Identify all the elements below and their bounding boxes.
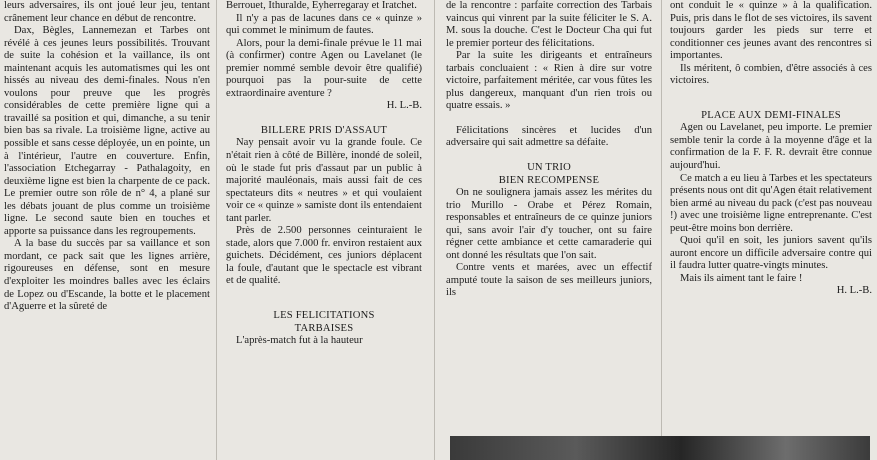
- column-divider: [216, 0, 217, 460]
- section-heading-line: LES FELICITATIONS: [273, 310, 375, 322]
- paragraph: Ce match a eu lieu à Tarbes et les spectateurs présents nous ont dit qu'Agen était relativement bien armé au niveau du pack (c'est pas nouveau !) avec une troisième ligne entreprenante. C'est peut-être moins bon derrière.: [670, 172, 872, 234]
- article-column-3: [446, 0, 652, 460]
- paragraph: Félicitations sincères et lucides d'un adversaire qui sait admettre sa défaite.: [446, 124, 652, 149]
- column-divider: [434, 0, 435, 460]
- paragraph: L'après-match fut à la hauteur: [236, 335, 363, 347]
- spacer: [226, 288, 422, 310]
- section-heading-line: TARBAISES: [294, 322, 354, 334]
- paragraph: Nay pensait avoir vu la grande foule. Ce n'était rien à côté de Billère, inondé de soleil, où le stade fut pris d'assaut par un public à majorité mauléonais, mais aussi fait de ces spectateurs dits « neutres » et qui voulaient voir ce « quinze » samiste dont ils entendaient tant parler.: [226, 137, 422, 224]
- paragraph: de la rencontre : parfaite correction des Tarbais vaincus qui vinrent par la suite féliciter le S. A. M. sous la douche. C'est le Docteur Cha qui fut le premier porteur des félicitations.: [446, 0, 652, 49]
- paragraph: Il n'y a pas de lacunes dans ce « quinze » qui commet le minimum de fautes.: [226, 12, 422, 37]
- paragraph: Alors, pour la demi-finale prévue le 11 mai (à confirmer) contre Agen ou Lavelanet (le premier nommé semble devoir être qualifié) pourquoi pas la pour-suite de cette extraordinaire aventure ?: [226, 37, 422, 99]
- spacer: [446, 150, 652, 162]
- paragraph: Dax, Bègles, Lannemezan et Tarbes ont révélé à ces jeunes leurs possibilités. Trouvant de suite la cohésion et la vaillance, ils ont maintenant acquis les automatismes qui les ont hissés au niveau des demi-finales. Nous n'en voulons pour preuve que les progrès considérables de cette première ligne qui a travaillé sa position et qui, dimanche, a su tenir bien bas sa rivale. La troisième ligne, active au possible et sans cesse déployée, un en pointe, un à l'intérieur, l'autre en couverture. Enfin, l'association Etchegarray - Pathalagoity, en deuxième ligne est bien la charpente de ce pack. Le premier outre son rôle de n° 4, a plané sur les débats jouant de plus comme un troisième ligne. Le second saute bien en touches et apporte sa puissance dans les regroupements.: [4, 25, 210, 237]
- section-heading-line: UN TRIO: [527, 162, 571, 174]
- column-divider: [661, 0, 662, 460]
- paragraph: Berrouet, Ithuralde, Eyherregaray et Iratchet.: [226, 0, 417, 11]
- paragraph: Mais ils aiment tant le faire !: [680, 272, 803, 284]
- paragraph: ont conduit le « quinze » à la qualification. Puis, pris dans le flot de ses victoires, ils savent toujours garder les pieds sur terre et conditionner ces jeunes avant des rencontres si importantes.: [670, 0, 872, 62]
- paragraph: A la base du succès par sa vaillance et son mordant, ce pack sait que les lignes arrière, rigoureuses en défense, sont en mesure d'exploiter les moindres balles avec les éclairs de Lopez ou d'Escande, la botte et le placement d'Aguerre et la sûreté de: [4, 238, 210, 313]
- paragraph: Quoi qu'il en soit, les juniors savent qu'ils auront encore un difficile adversaire contre qui il faudra lutter quatre-vingts minutes.: [670, 235, 872, 272]
- article-column-1: [4, 0, 210, 460]
- section-heading: BILLERE PRIS D'ASSAUT: [260, 124, 388, 136]
- paragraph: leurs adversaires, ils ont joué leur jeu, tentant crânement leur chance en début de rencontre.: [4, 0, 210, 24]
- paragraph: On ne soulignera jamais assez les mérites du trio Murillo - Orabe et Pérez Romain, responsables et entraîneurs de ce quinze juniors qui, sans avoir l'air d'y toucher, ont su faire régner cette ambiance et cette camaraderie qui ont donné les résultats que l'on sait.: [446, 187, 652, 261]
- article-column-4: [670, 0, 872, 460]
- spacer: [446, 113, 652, 125]
- spacer: [670, 88, 872, 110]
- author-signature: H. L.-B.: [386, 100, 422, 112]
- paragraph: Près de 2.500 personnes ceinturaient le stade, alors que 7.000 fr. environ restaient aux guichets. Décidément, ces juniors déplacent la foule, d'autant que le spectacle est vibrant et de qualité.: [226, 225, 422, 287]
- paragraph: Contre vents et marées, avec un effectif amputé toute la saison de ses meilleurs juniors, ils: [446, 262, 652, 299]
- paragraph: Par la suite les dirigeants et entraîneurs tarbais concluaient : « Rien à dire sur votre victoire, parfaitement méritée, car vous fûtes les plus dangereux, manquant d'un rien trois ou quatre essais. »: [446, 50, 652, 112]
- paragraph: Agen ou Lavelanet, peu importe. Le premier semble tenir la corde à la moyenne d'âge et la confirmation de la F. F. R. devrait être connue aujourd'hui.: [670, 122, 872, 172]
- photo-fragment: [450, 436, 870, 460]
- paragraph: Ils méritent, ô combien, d'être associés à ces victoires.: [670, 62, 872, 87]
- section-heading: PLACE AUX DEMI-FINALES: [701, 109, 841, 121]
- spacer: [226, 113, 422, 125]
- section-heading-line: BIEN RECOMPENSE: [498, 174, 600, 186]
- author-signature: H. L.-B.: [836, 285, 872, 297]
- article-column-2: [226, 0, 422, 460]
